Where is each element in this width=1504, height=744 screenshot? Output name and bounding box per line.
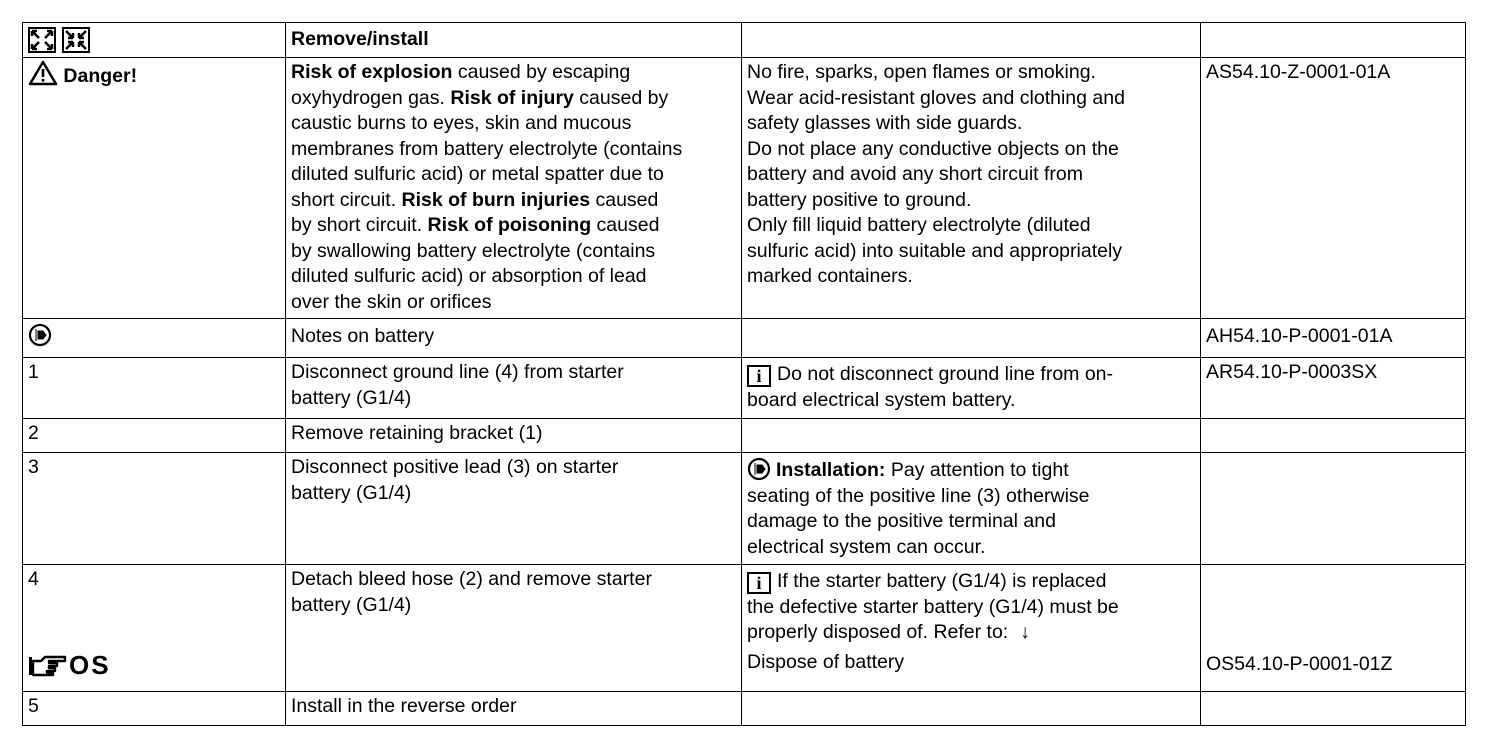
measure-line: Only fill liquid battery electrolyte (diluted <box>747 214 1091 236</box>
danger-ref-link[interactable] <box>1200 57 1466 318</box>
dispose-battery-link[interactable]: Dispose of battery <box>747 650 905 673</box>
note-line: seating of the positive line (3) otherwise <box>747 484 1090 507</box>
step-line: battery (G1/4) <box>291 593 412 616</box>
measure-line: battery and avoid any short circuit from <box>747 163 1083 185</box>
risk-line <box>291 111 736 137</box>
step-empty-cell <box>741 418 1200 452</box>
note-line: board electrical system battery. <box>747 388 1016 411</box>
notes-icon-cell <box>22 318 285 357</box>
step-number-cell <box>22 564 285 691</box>
document-table <box>22 22 1466 726</box>
zoom-in-icon <box>62 27 90 53</box>
note-line: Do not disconnect ground line from on- <box>777 363 1114 385</box>
note-line: If the starter battery (G1/4) is replaced <box>777 570 1107 592</box>
danger-ref[interactable]: AS54.10-Z-0001-01A <box>1206 61 1391 83</box>
note-line: the defective starter battery (G1/4) must be <box>747 595 1119 618</box>
danger-label: Danger! <box>63 65 138 87</box>
risk-line <box>291 290 736 316</box>
notes-empty-cell <box>741 318 1200 357</box>
step-empty-cell <box>1200 418 1466 452</box>
step-note <box>741 357 1200 418</box>
info-icon: i <box>747 572 771 594</box>
pointing-hand-icon <box>27 653 67 679</box>
zoom-out-icon <box>28 27 56 53</box>
step-note <box>741 452 1200 564</box>
measure-line: marked containers. <box>747 265 913 287</box>
risk-text: over the skin or orifices <box>291 290 492 313</box>
measure-line: battery positive to ground. <box>747 188 972 211</box>
risk-line <box>291 60 736 86</box>
risk-line <box>291 188 736 214</box>
danger-label-cell <box>22 57 285 318</box>
risk-line <box>291 86 736 112</box>
danger-risk-text <box>285 57 741 318</box>
risk-text: membranes from battery electrolyte (contains <box>291 137 683 160</box>
info-icon: i <box>747 365 771 387</box>
step-line: Detach bleed hose (2) and remove starter <box>291 568 652 590</box>
note-line: properly disposed of. Refer to: <box>747 621 1009 643</box>
step-empty-cell <box>741 691 1200 726</box>
step-line: Disconnect positive lead (3) on starter <box>291 456 619 478</box>
measure-line: Do not place any conductive objects on the <box>747 137 1119 160</box>
step-ref[interactable]: OS54.10-P-0001-01Z <box>1200 564 1466 691</box>
step-text <box>285 564 741 691</box>
risk-line <box>291 213 736 239</box>
risk-heading: Risk of injury <box>450 86 574 109</box>
risk-text: caused <box>591 214 660 236</box>
warning-triangle-icon <box>28 60 58 86</box>
risk-text: by short circuit. <box>291 214 428 236</box>
risk-text: caused <box>590 188 659 211</box>
note-line: damage to the positive terminal and <box>747 510 1056 532</box>
step-line: battery (G1/4) <box>291 386 412 409</box>
risk-text: diluted sulfuric acid) or absorption of lead <box>291 265 647 287</box>
step-text: Install in the reverse order <box>285 691 741 726</box>
notes-ref[interactable]: AH54.10-P-0001-01A <box>1200 318 1466 357</box>
risk-text: caused by escaping <box>452 61 631 83</box>
step-ref[interactable]: AR54.10-P-0003SX <box>1200 357 1466 418</box>
risk-text: caused by <box>573 86 669 109</box>
measure-line: Wear acid-resistant gloves and clothing and <box>747 86 1125 109</box>
measure-line: sulfuric acid) into suitable and appropriately <box>747 239 1123 262</box>
page-title: Remove/install <box>285 22 741 57</box>
risk-line <box>291 239 736 265</box>
down-arrow-icon: ↓ <box>1020 621 1030 643</box>
step-number: 1 <box>22 357 285 418</box>
step-number: 2 <box>22 418 285 452</box>
risk-text: by swallowing battery electrolyte (contains <box>291 239 656 262</box>
os-label: OS <box>69 650 111 681</box>
measure-line: No fire, sparks, open flames or smoking. <box>747 61 1096 83</box>
risk-text: diluted sulfuric acid) or metal spatter due to <box>291 163 664 185</box>
risk-text: short circuit. <box>291 188 402 211</box>
risk-line <box>291 137 736 163</box>
installation-label: Installation: <box>776 459 886 481</box>
risk-line <box>291 264 736 290</box>
note-hand-icon <box>747 457 771 481</box>
step-number: 3 <box>22 452 285 564</box>
step-note <box>741 564 1200 691</box>
note-line: Pay attention to tight <box>885 459 1069 481</box>
danger-measures <box>741 57 1200 318</box>
header-empty-cell-4 <box>1200 22 1466 57</box>
risk-line <box>291 162 736 188</box>
risk-text: caustic burns to eyes, skin and mucous <box>291 112 632 134</box>
step-line: battery (G1/4) <box>291 481 412 504</box>
risk-text: oxyhydrogen gas. <box>291 86 451 109</box>
measure-line: safety glasses with side guards. <box>747 112 1023 134</box>
step-number: 5 <box>22 691 285 726</box>
header-icons-cell <box>22 22 285 57</box>
step-text <box>285 357 741 418</box>
step-empty-cell <box>1200 452 1466 564</box>
step-text: Remove retaining bracket (1) <box>285 418 741 452</box>
step-number: 4 <box>28 568 39 590</box>
notes-on-battery: Notes on battery <box>285 318 741 357</box>
step-empty-cell <box>1200 691 1466 726</box>
note-line: electrical system can occur. <box>747 535 986 558</box>
note-hand-icon <box>28 323 52 347</box>
risk-heading: Risk of poisoning <box>427 214 592 236</box>
header-empty-cell-3 <box>741 22 1200 57</box>
risk-heading: Risk of explosion <box>291 61 453 83</box>
step-line: Disconnect ground line (4) from starter <box>291 361 624 383</box>
os-marker <box>27 650 111 681</box>
step-text <box>285 452 741 564</box>
risk-heading: Risk of burn injuries <box>401 188 591 211</box>
